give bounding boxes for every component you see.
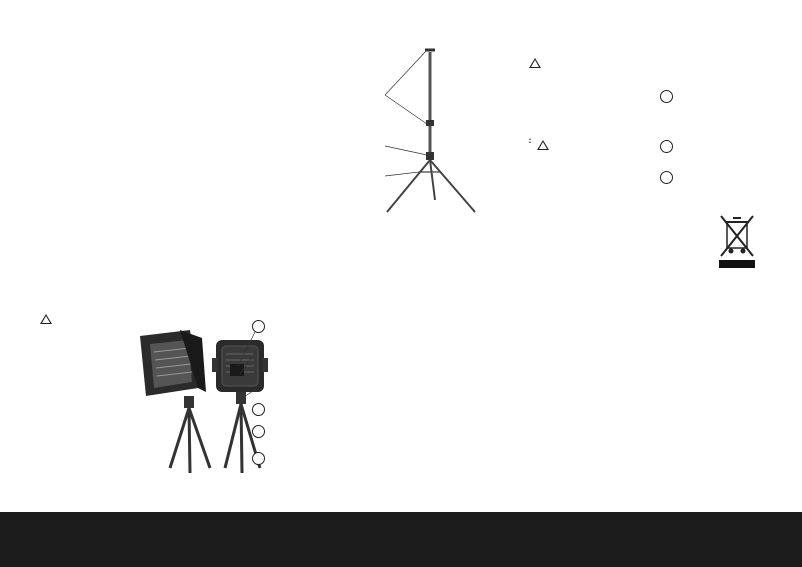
warning-icon (537, 140, 549, 150)
sockets-important (529, 58, 765, 68)
spec-colour (529, 350, 765, 357)
care-list (529, 137, 765, 153)
weee-bin-icon (717, 214, 757, 270)
callout-5 (660, 90, 673, 103)
callout-1 (252, 320, 265, 333)
callout-4 (252, 452, 265, 465)
footer (0, 512, 802, 567)
warning-icon (40, 314, 52, 324)
care-item-important (529, 140, 765, 150)
spec-power (529, 327, 765, 334)
warning-icon (529, 58, 541, 68)
spec-sockets (529, 338, 765, 345)
spec-rated (529, 316, 765, 323)
callout-7 (660, 171, 673, 184)
spec-cable (529, 423, 765, 437)
callout-2 (252, 403, 265, 416)
callout-3 (252, 425, 265, 438)
article-numbers (40, 61, 276, 76)
spec-height (529, 452, 765, 459)
tripod-illustration (375, 40, 500, 220)
spec-size (529, 442, 765, 449)
